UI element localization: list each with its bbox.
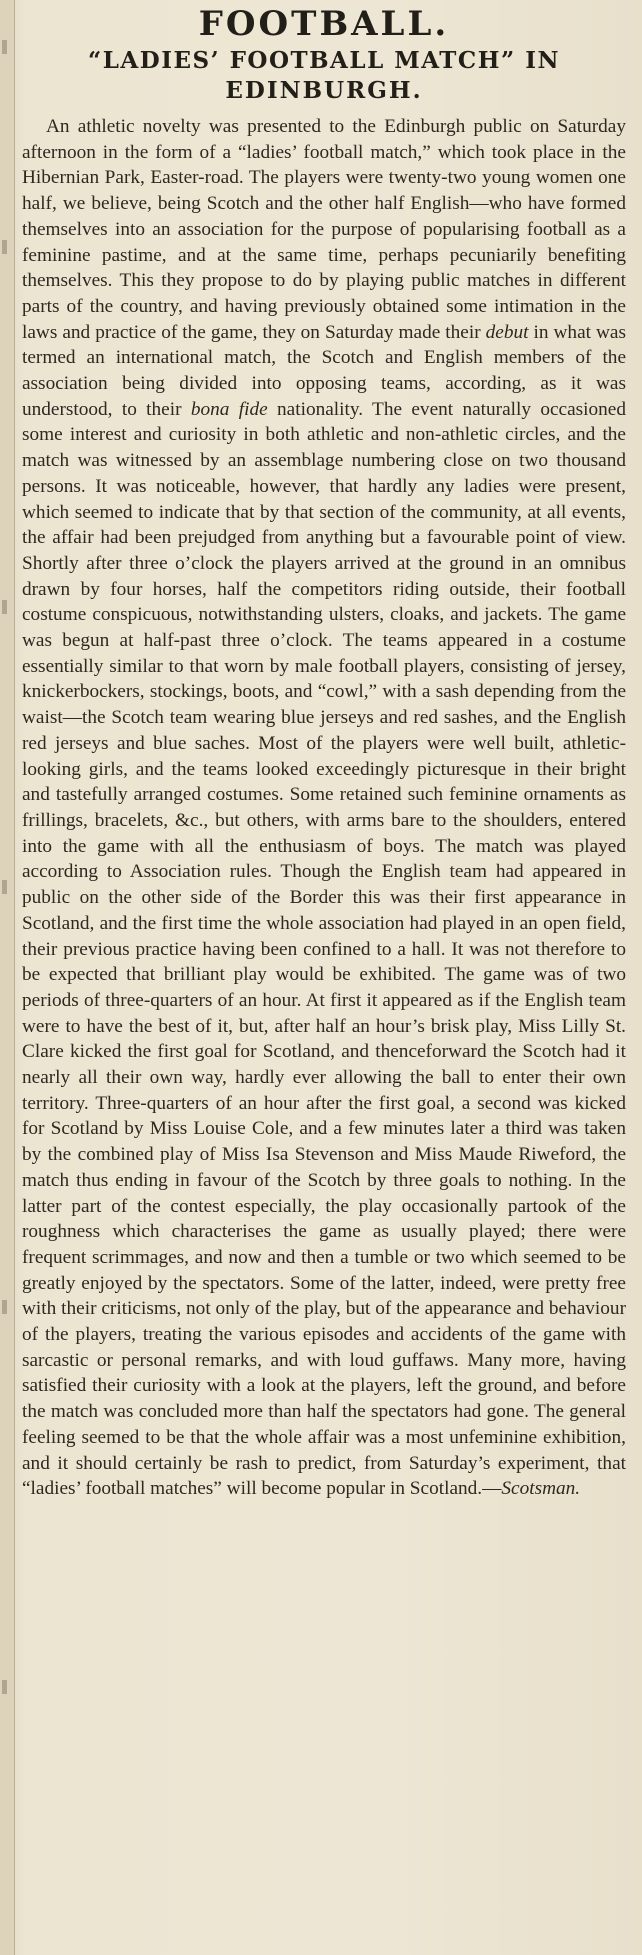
adjacent-column-mark	[2, 1680, 7, 1694]
adjacent-column-mark	[2, 1300, 7, 1314]
source-credit: Scotsman.	[501, 1478, 581, 1500]
adjacent-column-mark	[2, 880, 7, 894]
headline-line-1: “LADIES’ FOOTBALL MATCH” IN	[88, 47, 560, 74]
section-title: FOOTBALL.	[198, 4, 450, 44]
article-column	[22, 4, 626, 1949]
article-text-part-3: nationality. The event naturally occasioned some interest and curiosity in both athletic and non-athletic circles, and the match was witnessed by an assemblage numbering close on two thousand persons. It was noticeable, however, that hardly any ladies were present, which seemed to indicate that by that section of the community, at all events, the affair had been prejudged from anything but a favourable point of view. Shortly after three o’clock the players arrived at the ground in an omnibus drawn by four horses, half the competitors riding outside, their football costume conspicuous, notwithstanding ulsters, cloaks, and jackets. The game was begun at half-past three o’clock. The teams appeared in a costume essentially similar to that worn by male football players, consisting of jersey, knickerbockers, stockings, boots, and “cowl,” with a sash depending from the waist—the Scotch team wearing blue jerseys and red sashes, and the English red jerseys and blue saches. Most of the players were well built, athletic-looking girls, and the teams looked exceedingly picturesque in their bright and tastefully arranged costumes. Some retained such feminine ornaments as frillings, bracelets, &c., but others, with arms bare to the shoulders, entered into the game with all the enthusiasm of boys. The match was played according to Association rules. Though the English team had appeared in public on the other side of the Border this was their first appearance in Scotland, and the first time the whole association had played in an open field, their previous practice having been confined to a hall. It was not therefore to be expected that brilliant play would be exhibited. The game was of two periods of three-quarters of an hour. At first it appeared as if the English team were to have the best of it, but, after half an hour’s brisk play, Miss Lilly St. Clare kicked the first goal for Scotland, and thenceforward the Scotch had it nearly all their own way, hardly ever allowing the ball to enter their own territory. Three-quarters of an hour after the first goal, a second was kicked for Scotland by Miss Louise Cole, and a few minutes later a third was taken by the combined play of Miss Isa Stevenson and Miss Maude Riweford, the match thus ending in favour of the Scotch by three goals to nothing. In the latter part of the contest especially, the play occasionally partook of the roughness which characterises the game as usually played; there were frequent scrimmages, and now and then a tumble or two which seemed to be greatly enjoyed by the spectators. Some of the latter, indeed, were pretty free with their criticisms, not only of the play, but of the appearance and behaviour of the players, treating the various episodes and accidents of the game with sarcastic or personal remarks, and with loud guffaws. Many more, having satisfied their curiosity with a look at the players, left the ground, and before the match was concluded more than half the spectators had gone. The general feeling seemed to be that the whole affair was a most unfeminine exhibition, and it should certainly be rash to predict, from Saturday’s experiment, that “ladies’ football matches” will become popular in Scotland.—	[22, 398, 626, 1500]
article-text-part-2: in what was termed an international match, the Scotch and English members of the association being divided into opposing teams, according, as it was understood, to their	[22, 321, 626, 420]
article-text-part-1: An athletic novelty was presented to the Edinburgh public on Saturday afternoon in the form of a “ladies’ football match,” which took place in the Hibernian Park, Easter-road. The players were twenty-two young women one half, we believe, being Scotch and the other half English—who have formed themselves into an association for the purpose of popularising football as a feminine pastime, and at the same time, perhaps pecuniarily benefiting themselves. This they propose to do by playing public matches in different parts of the country, and having previously obtained some intimation in the laws and practice of the game, they on Saturday made their	[22, 116, 626, 343]
adjacent-column-mark	[2, 240, 7, 254]
article-paragraph	[22, 114, 626, 1502]
adjacent-column-mark	[2, 600, 7, 614]
adjacent-column-edge	[0, 0, 15, 1955]
article-body	[22, 114, 626, 1502]
italic-debut: debut	[485, 321, 529, 343]
headline-line-2: EDINBURGH.	[225, 77, 423, 104]
italic-bona-fide: bona fide	[190, 398, 268, 420]
adjacent-column-mark	[2, 40, 7, 54]
